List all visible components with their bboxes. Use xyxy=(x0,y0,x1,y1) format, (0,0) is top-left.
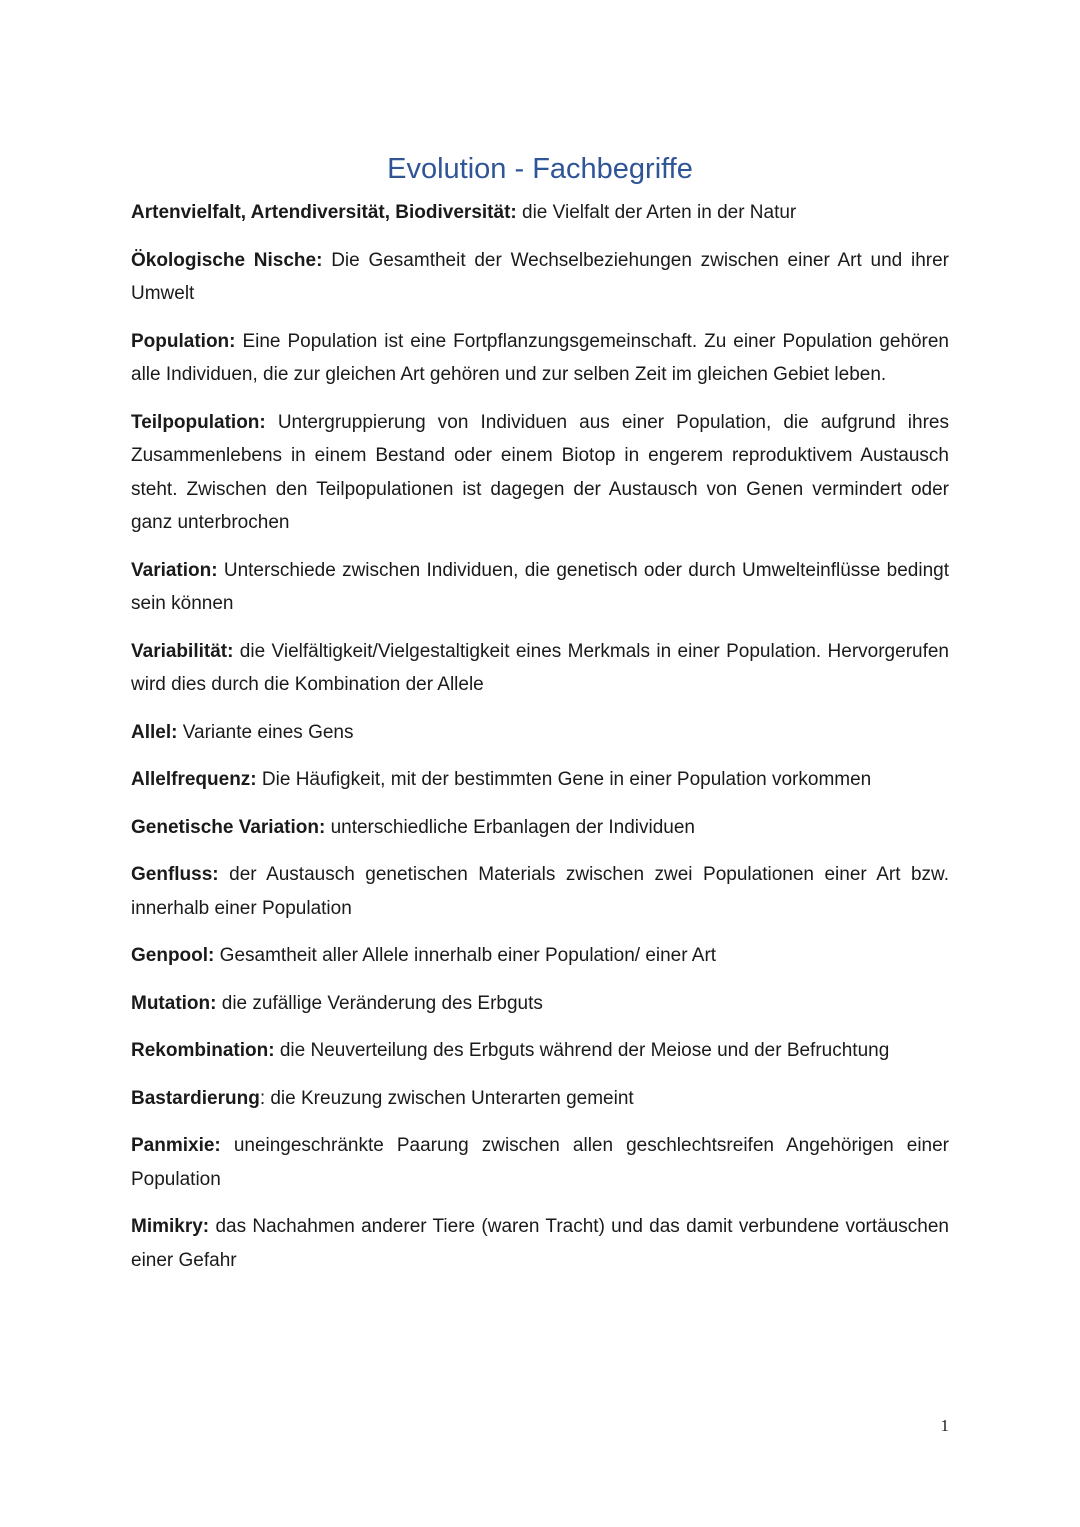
glossary-term: Artenvielfalt, Artendiversität, Biodiversität: xyxy=(131,202,517,223)
glossary-entry-rekombination xyxy=(131,1034,949,1068)
glossary-definition: Eine Population ist eine Fortpflanzungsgemeinschaft. Zu einer Population gehören alle Individuen, die zur gleichen Art gehören und zur selben Zeit im gleichen Gebiet leben. xyxy=(131,330,949,385)
glossary-definition: Unterschiede zwischen Individuen, die genetisch oder durch Umwelteinflüsse bedingt sein können xyxy=(131,559,949,614)
glossary-entry-variation xyxy=(131,554,949,621)
glossary-entry-allel xyxy=(131,716,949,750)
glossary-definition: das Nachahmen anderer Tiere (waren Tracht) und das damit verbundene vortäuschen einer Gefahr xyxy=(131,1216,950,1271)
glossary-list xyxy=(131,196,949,1291)
glossary-definition: die Vielfalt der Arten in der Natur xyxy=(522,202,797,223)
glossary-definition: unterschiedliche Erbanlagen der Individuen xyxy=(330,816,695,838)
glossary-term: Genetische Variation: xyxy=(131,816,326,838)
glossary-entry-artenvielfalt xyxy=(131,196,949,230)
glossary-definition: Variante eines Gens xyxy=(182,721,354,743)
glossary-term: Allel: xyxy=(131,721,178,743)
glossary-term: Allelfrequenz: xyxy=(131,769,257,790)
glossary-definition: Gesamtheit aller Allele innerhalb einer Population/ einer Art xyxy=(219,945,717,966)
glossary-entry-allelfrequenz xyxy=(131,763,949,797)
glossary-term: Mutation: xyxy=(131,992,217,1014)
glossary-term: Variation: xyxy=(131,559,218,581)
glossary-term: Rekombination: xyxy=(131,1040,275,1061)
page-title: Evolution - Fachbegriffe xyxy=(387,153,693,185)
glossary-entry-teilpopulation xyxy=(131,406,949,540)
glossary-term: Variabilität: xyxy=(131,640,234,662)
glossary-term: Teilpopulation: xyxy=(131,411,266,433)
glossary-term: Panmixie: xyxy=(131,1135,221,1156)
glossary-entry-bastardierung xyxy=(131,1082,949,1116)
glossary-term: Bastardierung xyxy=(131,1087,260,1109)
glossary-term: Population: xyxy=(131,330,236,352)
glossary-entry-population xyxy=(131,325,949,392)
glossary-definition: Untergruppierung von Individuen aus einer Population, die aufgrund ihres Zusammenlebens in einem Bestand oder einem Biotop in engerem reproduktivem Austausch steht. Zwischen den Teilpopulationen ist dagegen der Austausch von Genen vermindert oder ganz unterbrochen xyxy=(131,411,949,533)
glossary-entry-genetische-variation xyxy=(131,811,949,845)
glossary-definition: die Vielfältigkeit/Vielgestaltigkeit eines Merkmals in einer Population. Hervorgerufen wird dies durch die Kombination der Allele xyxy=(131,640,950,695)
glossary-definition: Die Gesamtheit der Wechselbeziehungen zwischen einer Art und ihrer Umwelt xyxy=(131,249,949,304)
glossary-entry-variabilitaet xyxy=(131,635,949,702)
glossary-term: Mimikry: xyxy=(131,1216,210,1237)
glossary-entry-panmixie xyxy=(131,1129,949,1196)
glossary-entry-genpool xyxy=(131,939,949,973)
glossary-term: Genfluss: xyxy=(131,864,219,885)
glossary-entry-mimikry xyxy=(131,1210,949,1277)
page-number: 1 xyxy=(940,1416,949,1435)
glossary-definition: uneingeschränkte Paarung zwischen allen geschlechtsreifen Angehörigen einer Population xyxy=(131,1135,950,1190)
glossary-definition: die zufällige Veränderung des Erbguts xyxy=(221,992,543,1014)
glossary-definition: : die Kreuzung zwischen Unterarten gemeint xyxy=(259,1087,634,1109)
glossary-entry-mutation xyxy=(131,987,949,1021)
glossary-term: Ökologische Nische: xyxy=(131,249,323,271)
glossary-entry-oekologische-nische xyxy=(131,244,949,311)
glossary-entry-genfluss xyxy=(131,858,949,925)
glossary-term: Genpool: xyxy=(131,945,215,966)
glossary-definition: die Neuverteilung des Erbguts während der Meiose und der Befruchtung xyxy=(279,1040,890,1061)
glossary-definition: der Austausch genetischen Materials zwischen zwei Populationen einer Art bzw. innerhalb einer Population xyxy=(131,864,950,919)
glossary-definition: Die Häufigkeit, mit der bestimmten Gene in einer Population vorkommen xyxy=(261,769,872,790)
